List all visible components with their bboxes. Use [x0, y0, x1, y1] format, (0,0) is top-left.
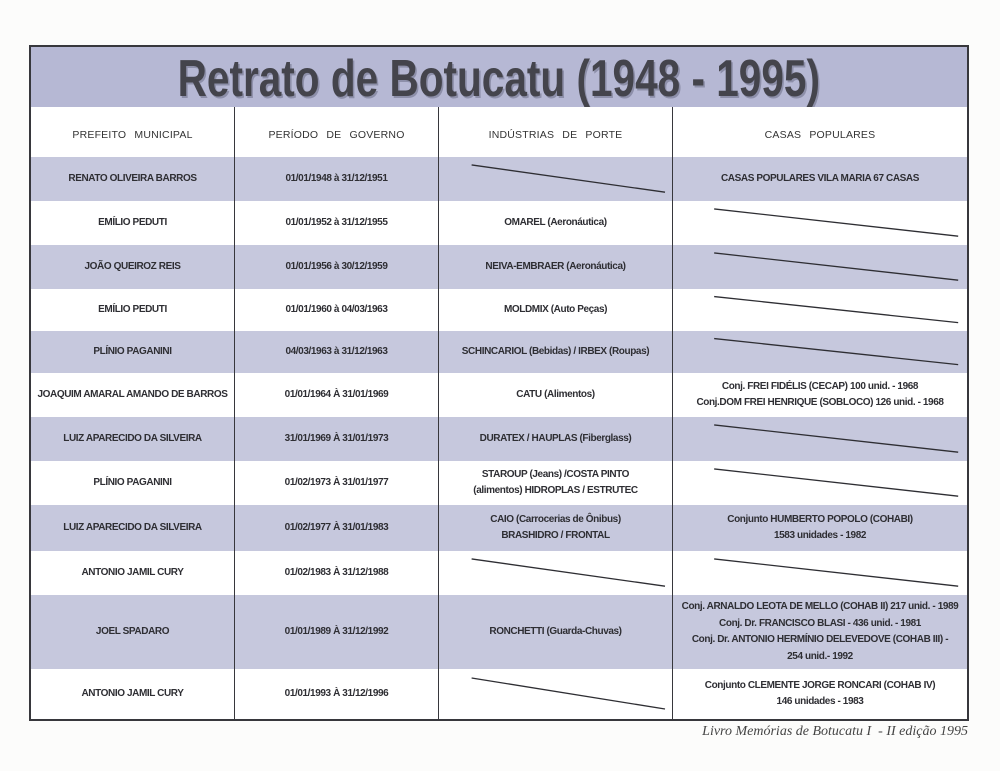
- column-header-periodo: PERÍODO DE GOVERNO: [234, 107, 438, 157]
- cell-casas: [672, 461, 967, 505]
- page-title: Retrato de Botucatu (1948 - 1995): [177, 50, 821, 107]
- cell-casas: [672, 289, 967, 331]
- cell-periodo: [234, 289, 438, 331]
- cell-text: OMAREL (Aeronáutica): [504, 216, 607, 228]
- cell-text: 01/02/1977 À 31/01/1983: [284, 521, 389, 533]
- cell-periodo: [234, 245, 438, 289]
- cell-text: Conjunto CLEMENTE JORGE RONCARI (COHAB IV): [704, 679, 936, 691]
- cell-prefeito: [31, 157, 234, 201]
- table-header-row: [31, 107, 967, 157]
- cell-periodo: [234, 505, 438, 551]
- cell-casas: [672, 201, 967, 245]
- cell-periodo: [234, 595, 438, 669]
- cell-prefeito: [31, 461, 234, 505]
- cell-prefeito: [31, 373, 234, 417]
- cell-prefeito: [31, 669, 234, 719]
- cell-periodo: [234, 551, 438, 595]
- column-header-prefeito: PREFEITO MUNICIPAL: [72, 129, 193, 141]
- cell-periodo: [234, 417, 438, 461]
- cell-casas: [672, 157, 967, 201]
- title-band: [31, 47, 967, 107]
- cell-periodo: [234, 201, 438, 245]
- cell-text: JOAQUIM AMARAL AMANDO DE BARROS: [37, 388, 228, 400]
- cell-text: Conj. FREI FIDÉLIS (CECAP) 100 unid. - 1968: [721, 380, 919, 392]
- slash-line: [714, 425, 958, 452]
- table-row: [31, 289, 967, 331]
- cell-industrias: [438, 331, 672, 373]
- cell-text: JOEL SPADARO: [95, 625, 170, 637]
- cell-text: SCHINCARIOL (Bebidas) / IRBEX (Roupas): [461, 345, 650, 357]
- cell-industrias: [438, 373, 672, 417]
- cell-text: Conj. ARNALDO LEOTA DE MELLO (COHAB II) 217 unid. - 1989: [681, 601, 959, 612]
- cell-text: 01/01/1993 À 31/12/1996: [284, 687, 389, 699]
- slash-line: [714, 469, 958, 496]
- cell-industrias: [438, 201, 672, 245]
- column-header-casas: CASAS POPULARES: [672, 107, 967, 157]
- table-row: [31, 417, 967, 461]
- slash-line: [714, 339, 958, 365]
- cell-casas: [672, 245, 967, 289]
- empty-cell-slash: [439, 157, 672, 201]
- cell-periodo: [234, 157, 438, 201]
- cell-prefeito: [31, 595, 234, 669]
- cell-periodo: [234, 331, 438, 373]
- empty-cell-slash: [439, 551, 672, 595]
- table-row: [31, 669, 967, 719]
- slash-line: [714, 209, 958, 236]
- cell-text: PLÍNIO PAGANINI: [93, 476, 172, 488]
- cell-text: PLÍNIO PAGANINI: [93, 345, 172, 357]
- table-row: [31, 461, 967, 505]
- empty-cell-slash: [673, 331, 967, 373]
- cell-industrias: [438, 505, 672, 551]
- cell-text: JOÃO QUEIROZ REIS: [84, 260, 181, 272]
- cell-text: (alimentos) HIDROPLAS / ESTRUTEC: [473, 485, 638, 496]
- cell-text: Conj.DOM FREI HENRIQUE (SOBLOCO) 126 unid. - 1968: [696, 397, 944, 408]
- table-frame: [29, 45, 969, 721]
- empty-cell-slash: [673, 461, 967, 505]
- cell-casas: [672, 331, 967, 373]
- cell-prefeito: [31, 551, 234, 595]
- cell-text: Conj. Dr. ANTONIO HERMÍNIO DELEVEDOVE (COHAB III) -: [691, 634, 949, 645]
- cell-industrias: [438, 669, 672, 719]
- cell-text: LUIZ APARECIDO DA SILVEIRA: [63, 521, 202, 533]
- slash-line: [472, 165, 665, 192]
- slash-line: [714, 559, 958, 586]
- cell-text: EMÍLIO PEDUTI: [98, 303, 167, 315]
- cell-text: CASAS POPULARES VILA MARIA 67 CASAS: [720, 172, 920, 184]
- cell-text: CAIO (Carrocerias de Ônibus): [490, 513, 621, 525]
- cell-text: 01/01/1952 à 31/12/1955: [285, 216, 388, 228]
- cell-text: DURATEX / HAUPLAS (Fiberglass): [479, 432, 632, 444]
- cell-industrias: [438, 461, 672, 505]
- cell-text: 01/01/1956 à 30/12/1959: [285, 260, 388, 272]
- slash-line: [472, 559, 665, 586]
- cell-text: 01/01/1960 à 04/03/1963: [285, 303, 388, 315]
- cell-prefeito: [31, 245, 234, 289]
- table-row: [31, 505, 967, 551]
- cell-industrias: [438, 595, 672, 669]
- slash-line: [714, 297, 958, 323]
- cell-text: 31/01/1969 À 31/01/1973: [284, 432, 389, 444]
- cell-casas: [672, 595, 967, 669]
- cell-text: Conjunto HUMBERTO POPOLO (COHABI): [727, 513, 913, 525]
- table-body: [31, 157, 967, 719]
- cell-text: 01/02/1983 À 31/12/1988: [284, 566, 389, 578]
- cell-text: ANTONIO JAMIL CURY: [81, 687, 184, 699]
- cell-text: RONCHETTI (Guarda-Chuvas): [489, 625, 622, 637]
- table-row: [31, 201, 967, 245]
- table-row: [31, 245, 967, 289]
- empty-cell-slash: [673, 551, 967, 595]
- cell-text: 01/01/1964 À 31/01/1969: [284, 388, 389, 400]
- empty-cell-slash: [673, 417, 967, 461]
- cell-casas: [672, 417, 967, 461]
- table-row: [31, 157, 967, 201]
- table-row: [31, 373, 967, 417]
- cell-prefeito: [31, 289, 234, 331]
- cell-industrias: [438, 289, 672, 331]
- table-row: [31, 551, 967, 595]
- cell-periodo: [234, 669, 438, 719]
- cell-text: 254 unid.- 1992: [787, 650, 853, 662]
- cell-text: RENATO OLIVEIRA BARROS: [68, 172, 197, 184]
- column-header-industrias: INDÚSTRIAS DE PORTE: [438, 107, 672, 157]
- cell-text: 04/03/1963 à 31/12/1963: [285, 345, 388, 357]
- cell-prefeito: [31, 201, 234, 245]
- empty-cell-slash: [673, 245, 967, 289]
- cell-text: NEIVA-EMBRAER (Aeronáutica): [485, 260, 626, 272]
- slash-line: [472, 678, 665, 709]
- cell-prefeito: [31, 505, 234, 551]
- cell-text: CATU (Alimentos): [516, 388, 595, 400]
- cell-text: EMÍLIO PEDUTI: [98, 216, 167, 228]
- source-caption: Livro Memórias de Botucatu I - II edição 1995: [702, 724, 968, 739]
- slash-line: [714, 253, 958, 280]
- empty-cell-slash: [673, 289, 967, 331]
- cell-periodo: [234, 461, 438, 505]
- cell-text: BRASHIDRO / FRONTAL: [501, 530, 610, 541]
- empty-cell-slash: [673, 201, 967, 245]
- cell-casas: [672, 551, 967, 595]
- cell-text: 01/02/1973 À 31/01/1977: [284, 476, 389, 488]
- cell-industrias: [438, 551, 672, 595]
- cell-industrias: [438, 417, 672, 461]
- table-row: [31, 331, 967, 373]
- cell-text: STAROUP (Jeans) /COSTA PINTO: [481, 468, 630, 480]
- cell-periodo: [234, 373, 438, 417]
- cell-casas: [672, 373, 967, 417]
- cell-industrias: [438, 245, 672, 289]
- empty-cell-slash: [439, 669, 672, 719]
- cell-text: ANTONIO JAMIL CURY: [81, 566, 184, 578]
- cell-text: 01/01/1989 À 31/12/1992: [284, 625, 389, 637]
- cell-text: 146 unidades - 1983: [776, 696, 864, 707]
- cell-text: Conj. Dr. FRANCISCO BLASI - 436 unid. - 1981: [719, 617, 921, 629]
- table-row: [31, 595, 967, 669]
- cell-industrias: [438, 157, 672, 201]
- cell-text: 1583 unidades - 1982: [773, 530, 867, 541]
- cell-text: LUIZ APARECIDO DA SILVEIRA: [63, 432, 202, 444]
- cell-text: MOLDMIX (Auto Peças): [503, 303, 608, 315]
- cell-prefeito: [31, 417, 234, 461]
- cell-text: 01/01/1948 à 31/12/1951: [285, 172, 388, 184]
- cell-casas: [672, 669, 967, 719]
- cell-casas: [672, 505, 967, 551]
- cell-prefeito: [31, 331, 234, 373]
